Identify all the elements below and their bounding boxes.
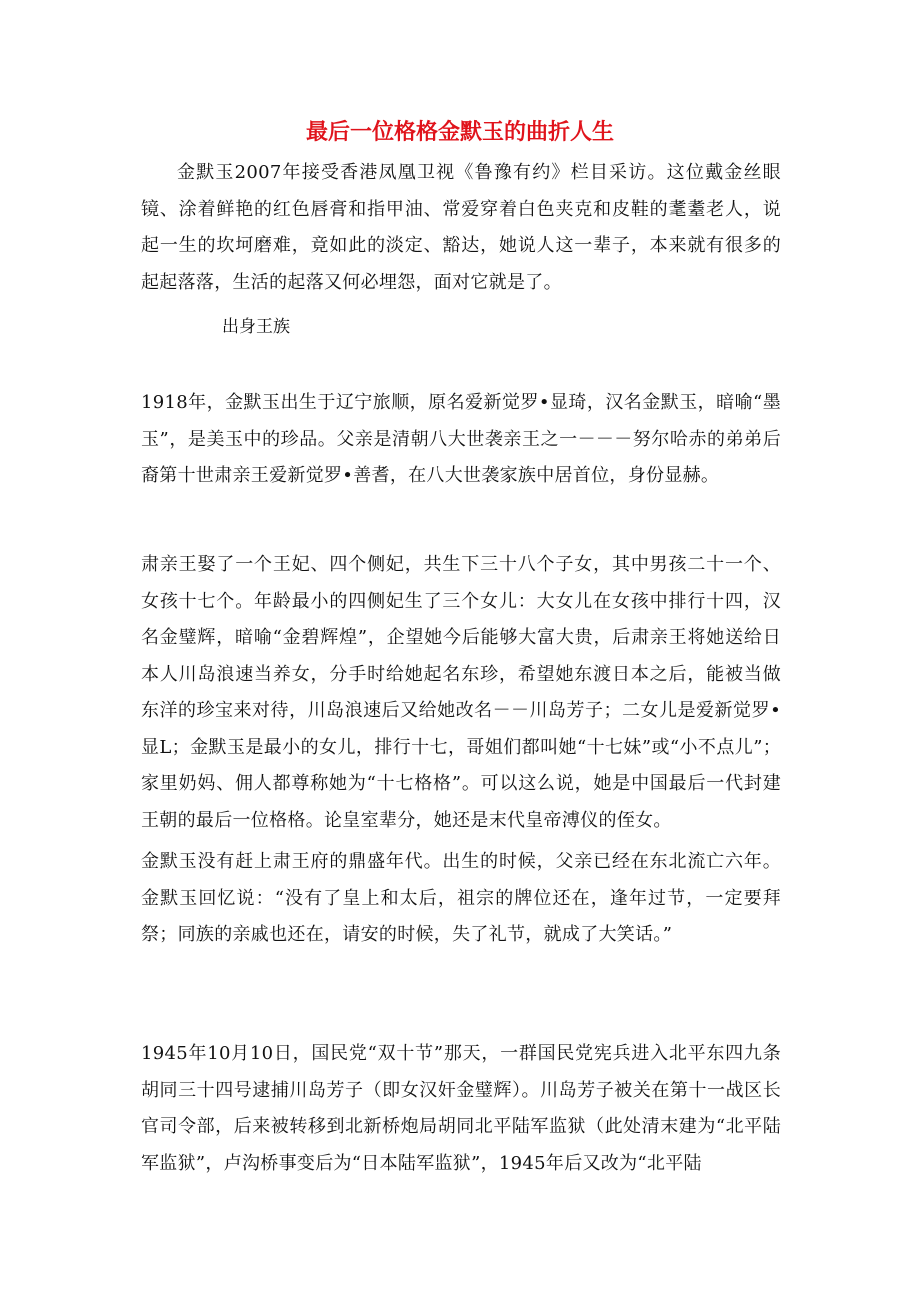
body-paragraph: 1945年10月10日，国民党“双十节”那天，一群国民党宪兵进入北平东四九条胡同三十四号逮捕川岛芳子（即女汉奸金璧辉）。川岛芳子被关在第十一战区长官司令部，后来被转移到北新桥炮局胡同北平陆军监狱（此处清末建为“北平陆军监狱”，卢沟桥事变后为“日本陆军监狱”，1945年后又改为“北平陆 bbox=[141, 1043, 781, 1174]
intro-paragraph: 金默玉2007年接受香港凤凰卫视《鲁豫有约》栏目采访。这位戴金丝眼镜、涂着鲜艳的红色唇膏和指甲油、常爱穿着白色夹克和皮鞋的耄耋老人，说起一生的坎坷磨难，竟如此的淡定、豁达，她说人这一辈子，本来就有很多的起起落落，生活的起落又何必埋怨，面对它就是了。 bbox=[141, 162, 781, 293]
body-paragraph: 金默玉没有赶上肃王府的鼎盛年代。出生的时候，父亲已经在东北流亡六年。金默玉回忆说：“没有了皇上和太后，祖宗的牌位还在，逢年过节，一定要拜祭；同族的亲戚也还在，请安的时候，失了礼节，就成了大笑话。” bbox=[141, 851, 781, 945]
section-heading: 出身王族 bbox=[222, 317, 290, 337]
body-paragraph: 1918年，金默玉出生于辽宁旅顺，原名爱新觉罗•显琦，汉名金默玉，暗喻“墨玉”，是美玉中的珍品。父亲是清朝八大世袭亲王之一－－－努尔哈赤的弟弟后裔第十世肃亲王爱新觉罗•善耆，在八大世袭家族中居首位，身份显赫。 bbox=[141, 392, 781, 486]
document-title: 最后一位格格金默玉的曲折人生 bbox=[305, 120, 614, 145]
body-paragraph: 肃亲王娶了一个王妃、四个侧妃，共生下三十八个子女，其中男孩二十一个、女孩十七个。年龄最小的四侧妃生了三个女儿：大女儿在女孩中排行十四，汉名金璧辉，暗喻“金碧辉煌”，企望她今后能够大富大贵，后肃亲王将她送给日本人川岛浪速当养女，分手时给她起名东珍，希望她东渡日本之后，能被当做东洋的珍宝来对待，川岛浪速后又给她改名－－川岛芳子；二女儿是爱新觉罗•显L；金默玉是最小的女儿，排行十七，哥姐们都叫她“十七妹”或“小不点儿”；家里奶妈、佣人都尊称她为“十七格格”。可以这么说，她是中国最后一代封建王朝的最后一位格格。论皇室辈分，她还是末代皇帝溥仪的侄女。 bbox=[141, 554, 781, 831]
